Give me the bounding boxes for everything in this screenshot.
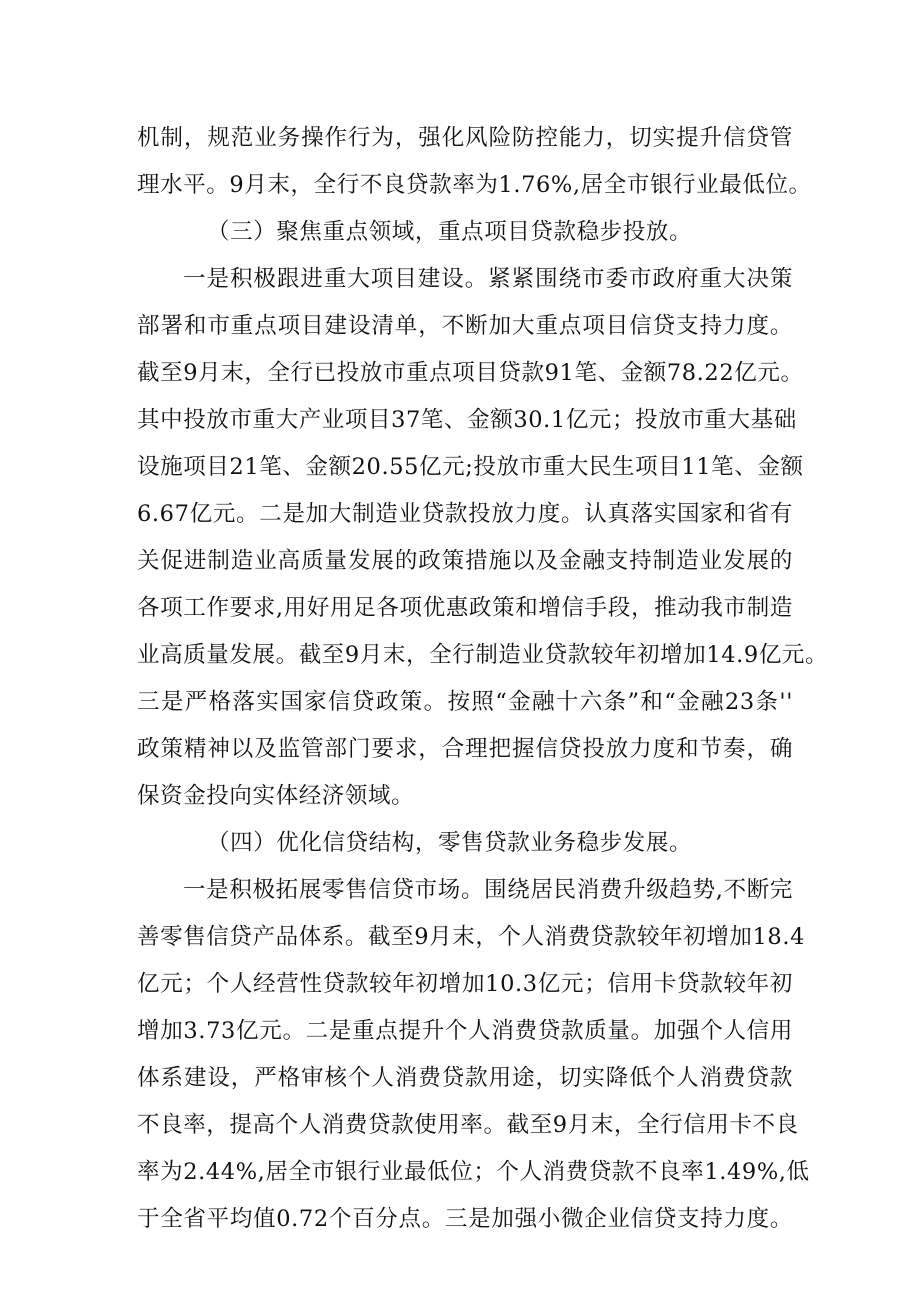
text-line: 6.67亿元。二是加大制造业贷款投放力度。认真落实国家和省有 xyxy=(137,501,793,527)
text-line: 各项工作要求,用好用足各项优惠政策和增信手段，推动我市制造 xyxy=(137,595,793,621)
document-body xyxy=(137,115,829,1243)
text-line: 政策精神以及监管部门要求，合理把握信贷投放力度和节奏，确 xyxy=(137,736,793,762)
text-line: 部署和市重点项目建设清单，不断加大重点项目信贷支持力度。 xyxy=(137,313,793,339)
text-line: 设施项目21笔、金额20.55亿元;投放市重大民生项目11笔、金额 xyxy=(137,454,804,480)
section-heading: （四）优化信贷结构，零售贷款业务稳步发展。 xyxy=(207,830,693,856)
text-line: 亿元；个人经营性贷款较年初增加10.3亿元；信用卡贷款较年初 xyxy=(137,971,793,997)
text-line: 其中投放市重大产业项目37笔、金额30.1亿元；投放市重大基础 xyxy=(137,407,797,433)
text-line: 体系建设，严格审核个人消费贷款用途，切实降低个人消费贷款 xyxy=(137,1065,793,1091)
text-line: 三是严格落实国家信贷政策。按照“金融十六条”和“金融23条'' xyxy=(137,689,793,715)
text-line: 率为2.44%,居全市银行业最低位；个人消费贷款不良率1.49%,低 xyxy=(137,1159,810,1185)
text-line: 于全省平均值0.72个百分点。三是加强小微企业信贷支持力度。 xyxy=(137,1206,793,1232)
text-line: 一是积极拓展零售信贷市场。围绕居民消费升级趋势,不断完 xyxy=(183,877,793,903)
text-line: 业高质量发展。截至9月末，全行制造业贷款较年初增加14.9亿元。 xyxy=(137,642,829,668)
text-line: 增加3.73亿元。二是重点提升个人消费贷款质量。加强个人信用 xyxy=(137,1018,793,1044)
text-line: 关促进制造业高质量发展的政策措施以及金融支持制造业发展的 xyxy=(137,548,793,574)
text-line: 不良率，提高个人消费贷款使用率。截至9月末，全行信用卡不良 xyxy=(137,1112,799,1138)
text-line: 善零售信贷产品体系。截至9月末，个人消费贷款较年初增加18.4 xyxy=(137,924,806,950)
section-heading: （三）聚焦重点领域，重点项目贷款稳步投放。 xyxy=(207,219,693,245)
text-line: 一是积极跟进重大项目建设。紧紧围绕市委市政府重大决策 xyxy=(183,266,793,292)
text-line: 机制，规范业务操作行为，强化风险防控能力，切实提升信贷管 xyxy=(137,125,793,151)
text-line: 保资金投向实体经济领域。 xyxy=(137,783,415,809)
text-line: 截至9月末，全行已投放市重点项目贷款91笔、金额78.22亿元。 xyxy=(137,360,804,386)
text-line: 理水平。9月末，全行不良贷款率为1.76%,居全市银行业最低位。 xyxy=(137,172,812,198)
